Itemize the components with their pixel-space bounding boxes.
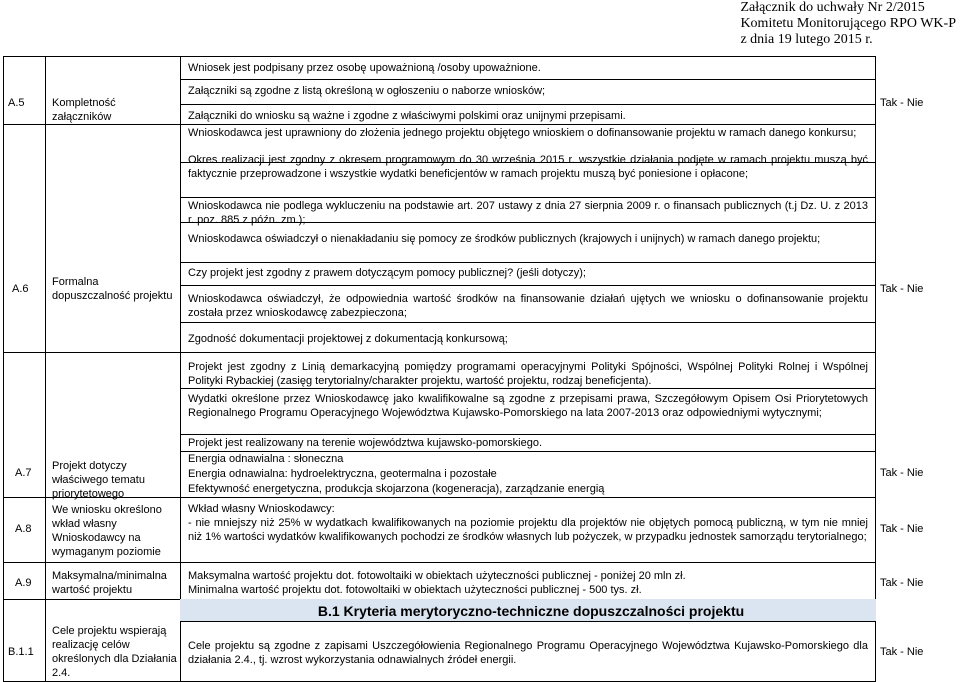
b11-result: Tak - Nie (880, 646, 924, 658)
a6-code: A.6 (12, 283, 29, 295)
a5-line-2: Załączniki do wniosku są ważne i zgodne z właściwymi polskimi oraz unijnymi przepisami. (188, 110, 626, 122)
a6-line-1: Wnioskodawca jest uprawniony do złożenia jednego projektu objętego wnioskiem o dofinansowanie projektu w ramach danego konkursu; (188, 127, 857, 139)
a6-line-2: Okres realizacji jest zgodny z okresem programowym do 30 września 2015 r. wszystkie działania podjęte w ramach projektu muszą być faktycznie przeprowadzone i wszystkie wydatki beneficjentów w ramach projektu muszą być poniesione i opłacone; (188, 154, 868, 180)
a7-line-4: Energia odnawialna : słoneczna (188, 453, 344, 465)
a8-line-2: - nie mniejszy niż 25% w wydatkach kwalifikowanych na poziomie projektu dla projektów nie objętych pomocą publiczną, w tym nie mniej niż 1% wartości wydatków kwalifikowanych pochodzi ze środków własnych lub pożyczek, w przypadku jednostek samorządu terytorialnego; (188, 517, 868, 543)
a7-name: Projekt dotyczy właściwego tematu priorytetowego (52, 460, 145, 500)
a8-result: Tak - Nie (880, 523, 924, 535)
a6-line-4: Wnioskodawca oświadczył o nienakładaniu się pomocy ze środków publicznych (krajowych i unijnych) w ramach danego projektu; (188, 233, 821, 245)
a9-name: Maksymalna/minimalna wartość projektu (52, 570, 167, 596)
b11-line-1: Cele projektu są zgodne z zapisami Uszczegółowienia Regionalnego Programu Operacyjnego Województwa Kujawsko-Pomorskiego dla działania 2.4., tj. wzrost wykorzystania odnawialnych źródeł energii. (188, 640, 868, 666)
a7-line-5: Energia odnawialna: hydroelektryczna, geotermalna i pozostałe (188, 468, 497, 480)
a5-result: Tak - Nie (880, 97, 924, 109)
a5-name: Kompletność załączników (52, 97, 116, 123)
a7-code: A.7 (15, 467, 32, 479)
a6-line-6: Wnioskodawca oświadczył, że odpowiednia wartość środków na finansowanie działań ujętych we wniosku o dofinansowanie projektu została przez wnioskodawcę zabezpieczona; (188, 293, 868, 319)
a7-line-3: Projekt jest realizowany na terenie województwa kujawsko-pomorskiego. (188, 437, 542, 449)
a9-code: A.9 (15, 577, 32, 589)
a6-line-7: Zgodność dokumentacji projektowej z dokumentacją konkursową; (188, 333, 508, 345)
a8-name: We wniosku określono wkład własny Wnioskodawcy na wymaganym poziomie (52, 504, 162, 558)
a7-line-1: Projekt jest zgodny z Linią demarkacyjną pomiędzy programami operacyjnymi Polityki Spójności, Wspólnej Polityki Rolnej i Wspólnej Polityki Rybackiej (zasięg terytorialny/charakter projektu, wartość projektu, rodzaj beneficjenta). (188, 361, 868, 387)
b11-code: B.1.1 (8, 646, 34, 658)
a5-code: A.5 (8, 97, 25, 109)
a9-result: Tak - Nie (880, 577, 924, 589)
a7-line-2: Wydatki określone przez Wnioskodawcę jako kwalifikowalne są zgodne z przepisami prawa, Szczegółowym Opisem Osi Priorytetowych Regionalnego Programu Operacyjnego Województwa Kujawsko-Pomorskiego na lata 2007-2013 oraz odpowiedniymi wytycznymi; (188, 393, 868, 419)
a7-result: Tak - Nie (880, 467, 924, 479)
header-line-3: z dnia 19 lutego 2015 r. (740, 32, 873, 47)
header-line-2: Komitetu Monitorującego RPO WK-P (740, 16, 956, 31)
b11-name: Cele projektu wspierają realizację celów określonych dla Działania 2.4. (52, 625, 177, 679)
a5-line-1: Załączniki są zgodne z listą określoną w ogłoszeniu o naborze wniosków; (188, 85, 546, 97)
a9-line-1: Maksymalna wartość projektu dot. fotowoltaiki w obiektach użyteczności publicznej - poniżej 20 mln zł. (188, 570, 686, 582)
a6-line-3: Wnioskodawca nie podlega wykluczeniu na podstawie art. 207 ustawy z dnia 27 sierpnia 2009 r. o finansach publicznych (t.j Dz. U. z 2013 r. poz. 885 z późn. zm.); (188, 200, 868, 226)
a6-line-5: Czy projekt jest zgodny z prawem dotyczącym pomocy publicznej? (jeśli dotyczy); (188, 267, 586, 279)
header-line-1: Załącznik do uchwały Nr 2/2015 (740, 0, 925, 15)
a8-code: A.8 (15, 523, 32, 535)
signature-criterion: Wniosek jest podpisany przez osobę upoważnioną /osoby upoważnione. (188, 62, 541, 74)
a6-result: Tak - Nie (880, 283, 924, 295)
a7-line-6: Efektywność energetyczna, produkcja skojarzona (kogeneracja), zarządzanie energią (188, 483, 605, 495)
document-header (740, 0, 956, 48)
a6-name: Formalna dopuszczalność projektu (52, 276, 173, 302)
a8-line-1: Wkład własny Wnioskodawcy: (188, 503, 335, 515)
a9-line-2: Minimalna wartość projektu dot. fotowoltaiki w obiektach użyteczności publicznej - 500 tys. zł. (188, 584, 642, 596)
section-b1-title: B.1 Kryteria merytoryczno-techniczne dopuszczalności projektu (317, 603, 745, 619)
